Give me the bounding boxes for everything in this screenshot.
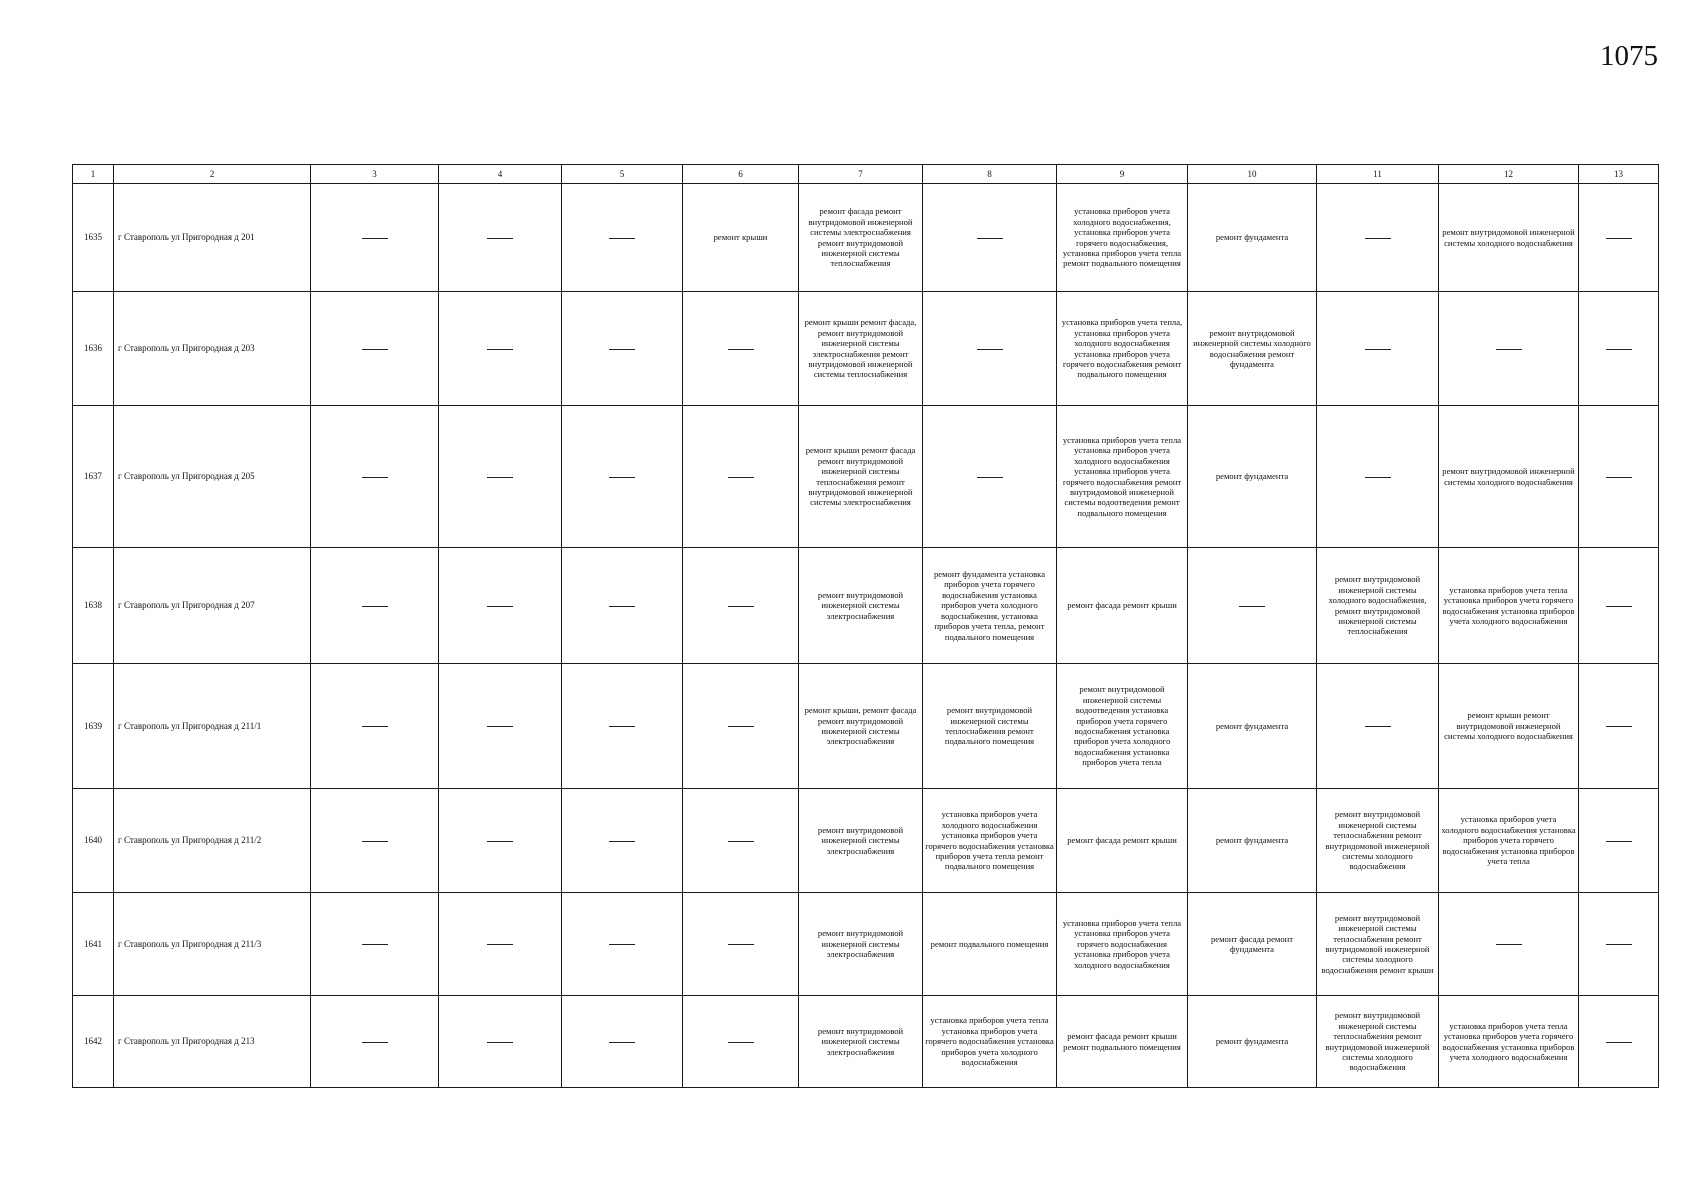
row-number-cell: 1642 xyxy=(73,996,114,1088)
work-cell xyxy=(562,996,683,1088)
address-cell: г Ставрополь ул Пригородная д 211/2 xyxy=(114,789,311,893)
empty-dash xyxy=(487,606,513,607)
work-cell xyxy=(311,664,439,789)
work-cell xyxy=(439,406,562,548)
empty-dash xyxy=(362,349,388,350)
work-cell xyxy=(311,292,439,406)
work-cell xyxy=(683,893,799,996)
work-cell xyxy=(1317,406,1439,548)
empty-dash xyxy=(362,726,388,727)
work-cell xyxy=(311,548,439,664)
work-cell xyxy=(923,292,1057,406)
work-cell: ремонт внутридомовой инженерной системы электроснабжения xyxy=(799,893,923,996)
work-cell xyxy=(1317,664,1439,789)
work-cell xyxy=(562,789,683,893)
empty-dash xyxy=(487,477,513,478)
empty-dash xyxy=(1606,606,1632,607)
column-header-4: 4 xyxy=(439,165,562,184)
work-cell: ремонт внутридомовой инженерной системы водоотведения установка приборов учета горячего водоснабжения установка приборов учета холодного водоснабжения установка приборов учета тепла xyxy=(1057,664,1188,789)
work-cell xyxy=(1188,548,1317,664)
empty-dash xyxy=(609,606,635,607)
empty-dash xyxy=(1496,944,1522,945)
work-cell xyxy=(562,664,683,789)
work-cell xyxy=(683,789,799,893)
work-cell: ремонт фундамента установка приборов учета горячего водоснабжения установка приборов учета холодного водоснабжения, установка приборов учета тепла, ремонт подвального помещения xyxy=(923,548,1057,664)
row-number-cell: 1637 xyxy=(73,406,114,548)
work-cell xyxy=(1579,184,1659,292)
table-row xyxy=(73,548,1659,664)
work-cell xyxy=(1579,664,1659,789)
column-header-5: 5 xyxy=(562,165,683,184)
row-number-cell: 1636 xyxy=(73,292,114,406)
work-cell xyxy=(683,548,799,664)
column-header-13: 13 xyxy=(1579,165,1659,184)
work-cell: установка приборов учета холодного водоснабжения установка приборов учета горячего водоснабжения установка приборов учета тепла xyxy=(1439,789,1579,893)
work-cell: ремонт крыши ремонт внутридомовой инженерной системы холодного водоснабжения xyxy=(1439,664,1579,789)
work-cell xyxy=(439,292,562,406)
empty-dash xyxy=(1365,726,1391,727)
empty-dash xyxy=(609,238,635,239)
empty-dash xyxy=(362,841,388,842)
work-cell xyxy=(562,184,683,292)
work-cell: ремонт крыши ремонт фасада, ремонт внутридомовой инженерной системы электроснабжения ремонт внутридомовой инженерной системы теплоснабжения xyxy=(799,292,923,406)
table-row xyxy=(73,789,1659,893)
address-cell: г Ставрополь ул Пригородная д 201 xyxy=(114,184,311,292)
row-number-cell: 1641 xyxy=(73,893,114,996)
work-cell xyxy=(1439,893,1579,996)
work-cell xyxy=(683,996,799,1088)
work-cell xyxy=(439,664,562,789)
empty-dash xyxy=(609,349,635,350)
work-cell: ремонт внутридомовой инженерной системы холодного водоснабжения ремонт фундамента xyxy=(1188,292,1317,406)
empty-dash xyxy=(609,477,635,478)
work-cell: ремонт фундамента xyxy=(1188,996,1317,1088)
empty-dash xyxy=(977,349,1003,350)
column-header-3: 3 xyxy=(311,165,439,184)
work-cell: ремонт фасада ремонт крыши ремонт подвального помещения xyxy=(1057,996,1188,1088)
empty-dash xyxy=(362,1042,388,1043)
empty-dash xyxy=(609,726,635,727)
address-cell: г Ставрополь ул Пригородная д 205 xyxy=(114,406,311,548)
column-header-11: 11 xyxy=(1317,165,1439,184)
empty-dash xyxy=(977,238,1003,239)
work-cell xyxy=(562,893,683,996)
work-cell: ремонт крыши xyxy=(683,184,799,292)
work-cell xyxy=(1317,184,1439,292)
work-cell: ремонт внутридомовой инженерной системы теплоснабжения ремонт подвального помещения xyxy=(923,664,1057,789)
empty-dash xyxy=(487,349,513,350)
work-cell xyxy=(439,548,562,664)
work-cell xyxy=(311,184,439,292)
work-cell xyxy=(923,406,1057,548)
empty-dash xyxy=(1365,477,1391,478)
work-cell xyxy=(439,789,562,893)
column-header-12: 12 xyxy=(1439,165,1579,184)
work-cell xyxy=(1317,292,1439,406)
empty-dash xyxy=(487,238,513,239)
work-cell: ремонт фасада ремонт фундамента xyxy=(1188,893,1317,996)
work-cell: ремонт фундамента xyxy=(1188,184,1317,292)
table-row xyxy=(73,292,1659,406)
work-cell xyxy=(683,292,799,406)
table-row xyxy=(73,893,1659,996)
empty-dash xyxy=(362,606,388,607)
column-header-2: 2 xyxy=(114,165,311,184)
work-cell: установка приборов учета тепла установка приборов учета холодного водоснабжения установка приборов учета горячего водоснабжения ремонт внутридомовой инженерной системы водоотведения ремонт подвального помещения xyxy=(1057,406,1188,548)
row-number-cell: 1640 xyxy=(73,789,114,893)
empty-dash xyxy=(1606,944,1632,945)
empty-dash xyxy=(728,349,754,350)
work-cell: ремонт внутридомовой инженерной системы теплоснабжения ремонт внутридомовой инженерной системы холодного водоснабжения xyxy=(1317,996,1439,1088)
address-cell: г Ставрополь ул Пригородная д 203 xyxy=(114,292,311,406)
table-row xyxy=(73,406,1659,548)
column-header-1: 1 xyxy=(73,165,114,184)
work-cell xyxy=(923,184,1057,292)
work-cell: установка приборов учета тепла установка приборов учета горячего водоснабжения установка приборов учета холодного водоснабжения xyxy=(1057,893,1188,996)
column-header-9: 9 xyxy=(1057,165,1188,184)
empty-dash xyxy=(1606,349,1632,350)
work-cell: ремонт внутридомовой инженерной системы теплоснабжения ремонт внутридомовой инженерной системы холодного водоснабжения xyxy=(1317,789,1439,893)
work-cell xyxy=(562,292,683,406)
work-cell: установка приборов учета холодного водоснабжения, установка приборов учета горячего водоснабжения, установка приборов учета тепла ремонт подвального помещения xyxy=(1057,184,1188,292)
empty-dash xyxy=(728,477,754,478)
empty-dash xyxy=(728,726,754,727)
empty-dash xyxy=(728,606,754,607)
work-cell xyxy=(439,893,562,996)
empty-dash xyxy=(487,726,513,727)
empty-dash xyxy=(728,841,754,842)
empty-dash xyxy=(1496,349,1522,350)
work-cell: ремонт внутридомовой инженерной системы электроснабжения xyxy=(799,548,923,664)
empty-dash xyxy=(487,1042,513,1043)
empty-dash xyxy=(609,1042,635,1043)
empty-dash xyxy=(609,944,635,945)
work-cell xyxy=(562,406,683,548)
table-row xyxy=(73,996,1659,1088)
empty-dash xyxy=(1365,238,1391,239)
empty-dash xyxy=(1365,349,1391,350)
work-cell: ремонт фасада ремонт внутридомовой инженерной системы электроснабжения ремонт внутридомовой инженерной системы теплоснабжения xyxy=(799,184,923,292)
column-header-8: 8 xyxy=(923,165,1057,184)
work-cell: ремонт внутридомовой инженерной системы теплоснабжения ремонт внутридомовой инженерной системы холодного водоснабжения ремонт крыши xyxy=(1317,893,1439,996)
empty-dash xyxy=(487,841,513,842)
work-cell xyxy=(439,184,562,292)
empty-dash xyxy=(362,944,388,945)
empty-dash xyxy=(362,238,388,239)
work-cell xyxy=(1579,789,1659,893)
work-cell xyxy=(439,996,562,1088)
empty-dash xyxy=(1606,1042,1632,1043)
column-header-10: 10 xyxy=(1188,165,1317,184)
work-cell xyxy=(1579,406,1659,548)
work-cell xyxy=(1579,548,1659,664)
work-cell xyxy=(311,893,439,996)
work-cell: установка приборов учета холодного водоснабжения установка приборов учета горячего водоснабжения установка приборов учета тепла ремонт подвального помещения xyxy=(923,789,1057,893)
work-cell xyxy=(1579,893,1659,996)
work-cell: ремонт внутридомовой инженерной системы холодного водоснабжения xyxy=(1439,406,1579,548)
row-number-cell: 1638 xyxy=(73,548,114,664)
work-cell xyxy=(1579,292,1659,406)
work-cell: ремонт внутридомовой инженерной системы электроснабжения xyxy=(799,789,923,893)
empty-dash xyxy=(977,477,1003,478)
work-cell: ремонт крыши, ремонт фасада ремонт внутридомовой инженерной системы электроснабжения xyxy=(799,664,923,789)
column-header-6: 6 xyxy=(683,165,799,184)
work-cell xyxy=(1439,292,1579,406)
work-cell: установка приборов учета тепла установка приборов учета горячего водоснабжения установка приборов учета холодного водоснабжения xyxy=(1439,996,1579,1088)
address-cell: г Ставрополь ул Пригородная д 211/1 xyxy=(114,664,311,789)
row-number-cell: 1639 xyxy=(73,664,114,789)
column-header-7: 7 xyxy=(799,165,923,184)
work-cell xyxy=(683,664,799,789)
repair-schedule-table xyxy=(72,164,1659,1088)
empty-dash xyxy=(609,841,635,842)
table-row xyxy=(73,184,1659,292)
empty-dash xyxy=(362,477,388,478)
work-cell xyxy=(683,406,799,548)
work-cell: ремонт внутридомовой инженерной системы холодного водоснабжения, ремонт внутридомовой инженерной системы теплоснабжения xyxy=(1317,548,1439,664)
empty-dash xyxy=(1606,477,1632,478)
work-cell xyxy=(311,789,439,893)
empty-dash xyxy=(728,944,754,945)
work-cell: ремонт фундамента xyxy=(1188,664,1317,789)
work-cell: ремонт фундамента xyxy=(1188,406,1317,548)
work-cell: установка приборов учета тепла, установка приборов учета холодного водоснабжения установка приборов учета горячего водоснабжения ремонт подвального помещения xyxy=(1057,292,1188,406)
table-row xyxy=(73,664,1659,789)
work-cell xyxy=(1579,996,1659,1088)
work-cell: ремонт фасада ремонт крыши xyxy=(1057,548,1188,664)
empty-dash xyxy=(1606,238,1632,239)
work-cell xyxy=(311,996,439,1088)
work-cell: ремонт фасада ремонт крыши xyxy=(1057,789,1188,893)
address-cell: г Ставрополь ул Пригородная д 211/3 xyxy=(114,893,311,996)
empty-dash xyxy=(728,1042,754,1043)
page-number: 1075 xyxy=(1600,40,1658,72)
work-cell: установка приборов учета тепла установка приборов учета горячего водоснабжения установка приборов учета холодного водоснабжения xyxy=(923,996,1057,1088)
work-cell: установка приборов учета тепла установка приборов учета горячего водоснабжения установка приборов учета холодного водоснабжения xyxy=(1439,548,1579,664)
empty-dash xyxy=(1606,726,1632,727)
work-cell: ремонт подвального помещения xyxy=(923,893,1057,996)
address-cell: г Ставрополь ул Пригородная д 207 xyxy=(114,548,311,664)
empty-dash xyxy=(1606,841,1632,842)
work-cell: ремонт крыши ремонт фасада ремонт внутридомовой инженерной системы теплоснабжения ремонт внутридомовой инженерной системы электроснабжения xyxy=(799,406,923,548)
work-cell xyxy=(562,548,683,664)
empty-dash xyxy=(487,944,513,945)
work-cell: ремонт внутридомовой инженерной системы холодного водоснабжения xyxy=(1439,184,1579,292)
work-cell xyxy=(311,406,439,548)
work-cell: ремонт фундамента xyxy=(1188,789,1317,893)
empty-dash xyxy=(1239,606,1265,607)
work-cell: ремонт внутридомовой инженерной системы электроснабжения xyxy=(799,996,923,1088)
header-row xyxy=(73,165,1659,184)
address-cell: г Ставрополь ул Пригородная д 213 xyxy=(114,996,311,1088)
row-number-cell: 1635 xyxy=(73,184,114,292)
